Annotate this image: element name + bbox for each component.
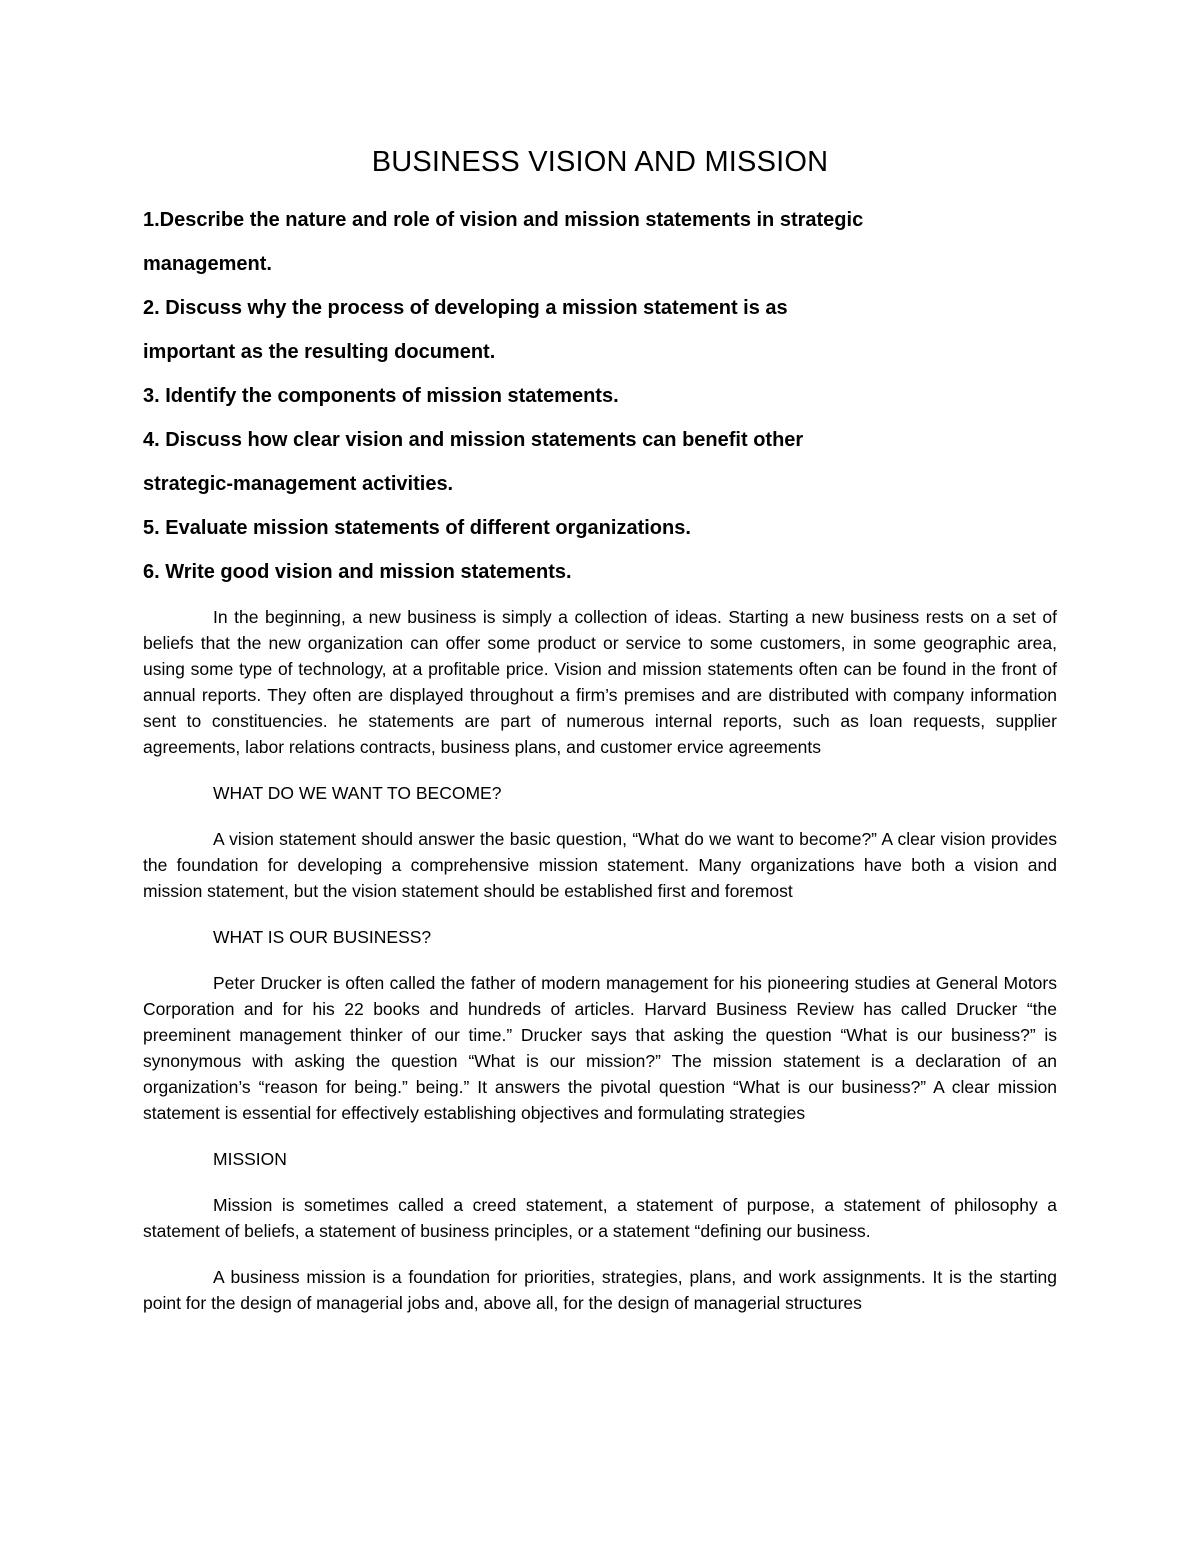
- document-title: BUSINESS VISION AND MISSION: [371, 146, 829, 178]
- objective-line: 6. Write good vision and mission statements.: [143, 561, 572, 583]
- document-body: [143, 604, 1057, 1336]
- vision-paragraph: A vision statement should answer the basic question, “What do we want to become?” A clear vision provides the foundation for developing a comprehensive mission statement. Many organizations have both a vision and mission statement, but the vision statement should be established first and foremost: [143, 829, 1057, 901]
- objective-line: strategic-management activities.: [143, 473, 454, 495]
- section-heading-vision: WHAT DO WE WANT TO BECOME?: [213, 783, 502, 803]
- objective-line: management.: [143, 253, 272, 275]
- objective-line: 3. Identify the components of mission statements.: [143, 385, 619, 407]
- section-heading-mission: MISSION: [213, 1149, 287, 1169]
- intro-paragraph: In the beginning, a new business is simply a collection of ideas. Starting a new business rests on a set of beliefs that the new organization can offer some product or service to some customers, in some geographic area, using some type of technology, at a profitable price. Vision and mission statements often can be found in the front of annual reports. They often are displayed throughout a firm’s premises and are distributed with company information sent to constituencies. he statements are part of numerous internal reports, such as loan requests, supplier agreements, labor relations contracts, business plans, and customer ervice agreements: [143, 607, 1057, 757]
- learning-objectives-list: [143, 206, 1043, 602]
- objective-line: 2. Discuss why the process of developing a mission statement is as: [143, 297, 788, 319]
- objective-line: 5. Evaluate mission statements of different organizations.: [143, 517, 691, 539]
- mission-paragraph: Mission is sometimes called a creed statement, a statement of purpose, a statement of philosophy a statement of beliefs, a statement of business principles, or a statement “defining our business.: [143, 1195, 1057, 1241]
- objective-line: 4. Discuss how clear vision and mission statements can benefit other: [143, 429, 804, 451]
- mission-foundation-paragraph: A business mission is a foundation for priorities, strategies, plans, and work assignments. It is the starting point for the design of managerial jobs and, above all, for the design of managerial structures: [143, 1267, 1057, 1313]
- business-paragraph: Peter Drucker is often called the father of modern management for his pioneering studies at General Motors Corporation and for his 22 books and hundreds of articles. Harvard Business Review has called Drucker “the preeminent management thinker of our time.” Drucker says that asking the question “What is our business?” is synonymous with asking the question “What is our mission?” The mission statement is a declaration of an organization’s “reason for being.” being.” It answers the pivotal question “What is our business?” A clear mission statement is essential for effectively establishing objectives and formulating strategies: [143, 973, 1057, 1123]
- objective-line: 1.Describe the nature and role of vision and mission statements in strategic: [143, 209, 864, 231]
- section-heading-business: WHAT IS OUR BUSINESS?: [213, 927, 432, 947]
- objective-line: important as the resulting document.: [143, 341, 496, 363]
